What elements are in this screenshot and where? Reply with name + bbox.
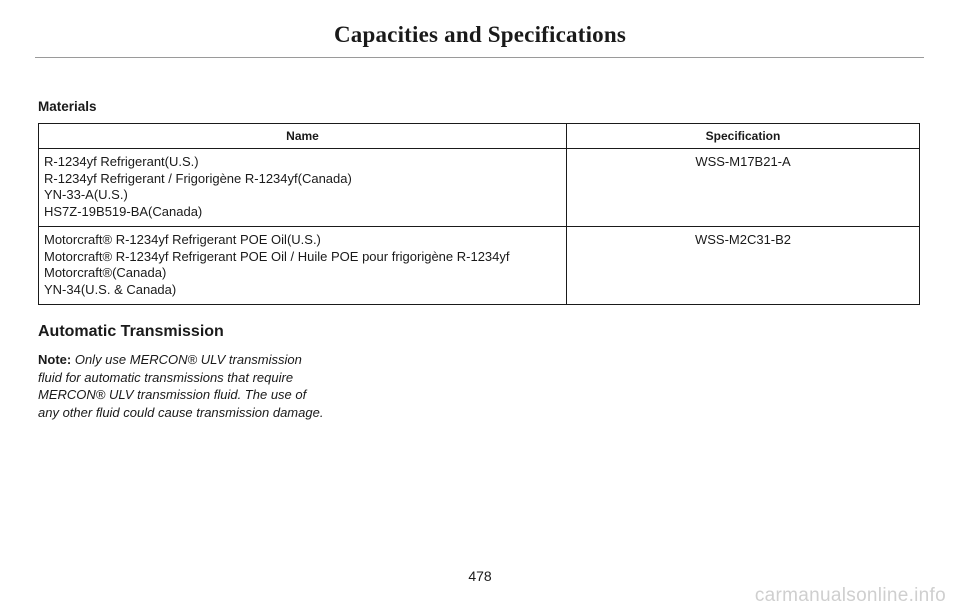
site-watermark: carmanualsonline.info bbox=[754, 585, 946, 606]
material-name-cell bbox=[39, 227, 567, 305]
page-header-title: Capacities and Specifications bbox=[333, 22, 627, 47]
note-label: Note: bbox=[38, 352, 72, 367]
material-name-line: R-1234yf Refrigerant(U.S.) bbox=[44, 154, 199, 169]
column-header-name: Name bbox=[39, 124, 567, 149]
materials-table bbox=[38, 123, 920, 305]
material-name-line: YN-34(U.S. & Canada) bbox=[44, 281, 177, 297]
material-name-line: YN-33-A(U.S.) bbox=[44, 187, 128, 202]
material-name-line: Motorcraft® R-1234yf Refrigerant POE Oil(U.S.) bbox=[44, 232, 321, 247]
table-row bbox=[39, 149, 920, 227]
header-divider bbox=[35, 57, 924, 58]
material-name-line: HS7Z-19B519-BA(Canada) bbox=[44, 203, 203, 219]
page-number: 478 bbox=[468, 568, 492, 584]
table-header-row bbox=[39, 124, 920, 149]
automatic-transmission-heading: Automatic Transmission bbox=[38, 323, 224, 340]
note-text: Only use MERCON® ULV transmission fluid for automatic transmissions that require MERCON® ULV transmission fluid. The use of any other fluid could cause transmission damage. bbox=[38, 352, 324, 420]
materials-section-label: Materials bbox=[38, 99, 97, 114]
material-name-line: Motorcraft®(Canada) bbox=[44, 265, 167, 280]
specification-cell: WSS-M2C31-B2 bbox=[567, 227, 920, 305]
material-name-line: R-1234yf Refrigerant / Frigorigène R-1234yf(Canada) bbox=[44, 170, 352, 186]
specification-cell: WSS-M17B21-A bbox=[567, 149, 920, 227]
transmission-note bbox=[38, 351, 328, 421]
material-name-line: Motorcraft® R-1234yf Refrigerant POE Oil / Huile POE pour frigorigène R-1234yf bbox=[44, 248, 510, 264]
column-header-specification: Specification bbox=[567, 124, 920, 149]
material-name-cell bbox=[39, 149, 567, 227]
table-row bbox=[39, 227, 920, 305]
